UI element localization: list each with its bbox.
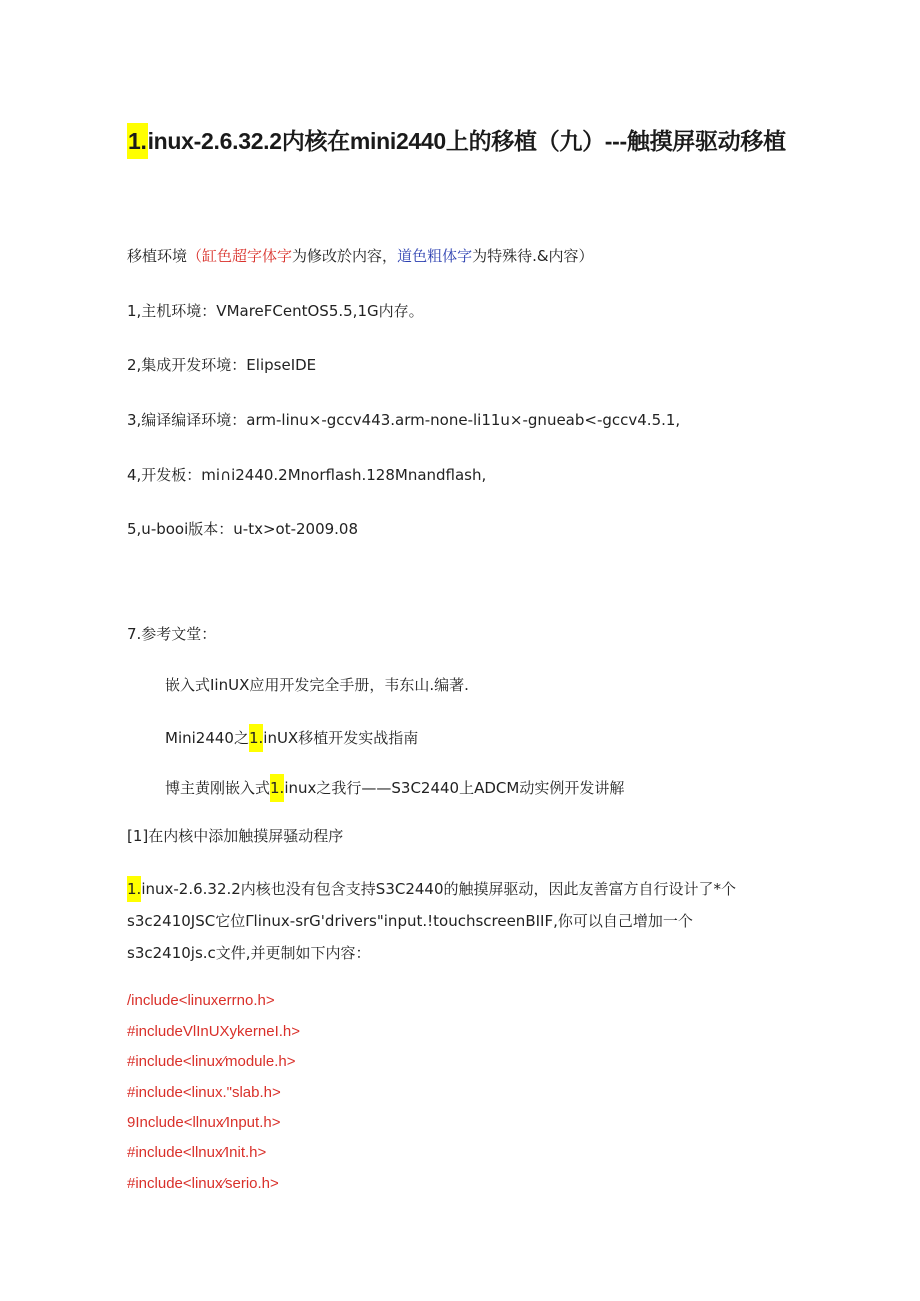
environment-middle-text: 为修改於内容，	[292, 247, 398, 265]
section-paragraph: 1.inux-2.6.32.2内核也没有包含支持S3C2440的触摸屏驱动，因此友善富方自行设计了*个s3c2410JSC它位Γlinux-srG'drivers"input.!touchscreenBIIF,你可以自己增加一个s3c2410js.c文件,并更制如下内容：	[127, 873, 777, 969]
env-item-ide: 2,集成开发环境：ElipseIDE	[127, 356, 317, 374]
code-line: #includeVlInUXykerneI.h>	[127, 1023, 301, 1040]
env-item-compiler: 3,编译编译环境：arm-linu×-gccv443.arm-none-li11u×-gnueab<-gccv4.5.1,	[127, 411, 681, 429]
code-line: #include<linux⁄module.h>	[127, 1053, 296, 1070]
code-line: 9Include<llnux⁄Input.h>	[127, 1114, 281, 1131]
section-heading: [1]在内核中添加触摸屏骚动程序	[127, 827, 344, 845]
env-item-board: 4,开发板：mi∩i2440.2Mnorflash.128Mnandflash,	[127, 466, 487, 484]
environment-end-text: 为特殊待.&内容）	[472, 247, 594, 265]
env-item-host: 1,主机环境：VMareFCentOS5.5,1G内存。	[127, 302, 424, 320]
environment-paren: （	[187, 247, 203, 265]
code-line: #include<linux⁄serio.h>	[127, 1175, 279, 1192]
title-text: inux-2.6.32.2内核在mini2440上的移植（九）---触摸屏驱动移植	[147, 128, 786, 154]
paragraph-highlight: 1.	[127, 876, 141, 902]
red-text-legend: 缸色超字体字	[202, 247, 293, 265]
environment-note	[127, 246, 594, 266]
references-heading: 7.参考文堂：	[127, 625, 217, 643]
title-highlight: 1.	[127, 123, 148, 159]
environment-label: 移植环境	[127, 247, 188, 265]
env-item-uboot: 5,u-booi版本：u-tx>ot-2009.08	[127, 520, 359, 538]
reference-item-3: 博主黄刚嵌入式1.inux之我行——S3C2440上ADCM动实例开发讲解	[165, 774, 624, 802]
reference-2-highlight: 1.	[249, 724, 263, 752]
page-title	[127, 112, 787, 170]
reference-item-1: 嵌入式IinUX应用开发完全手册，韦东山.编著.	[165, 676, 469, 694]
code-line: #include<llnux⁄Init.h>	[127, 1144, 267, 1161]
blue-text-legend: 道色粗体字	[397, 247, 473, 265]
code-line: /include<linuxerrno.h>	[127, 992, 275, 1009]
code-line: #include<linux."slab.h>	[127, 1084, 281, 1101]
reference-3-highlight: 1.	[270, 774, 284, 802]
reference-item-2: Mini2440之1.inUX移植开发实战指南	[165, 724, 418, 752]
